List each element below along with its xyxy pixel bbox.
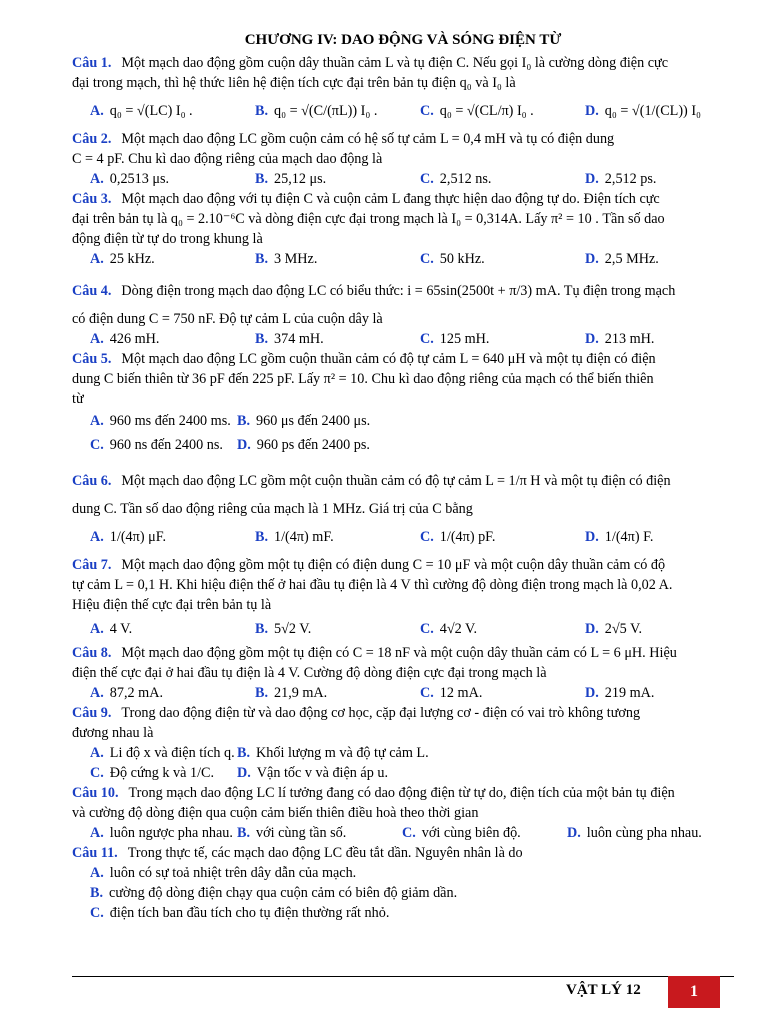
option-text: 2,5 MHz. [604,251,659,267]
footer-divider [72,976,734,977]
option-label: C. [420,251,434,267]
option-label: B. [255,103,269,119]
question-11 [72,843,734,923]
option-label: B. [237,413,251,429]
option-label: A. [90,171,104,187]
question-text: Một mạch dao động gồm một tụ điện có C = 18 nF và một cuộn dây thuần cảm có L = 6 μH. Hiệu [121,645,677,661]
options [72,823,734,843]
question-text: Trong mạch dao động LC lí tưởng đang có dao động điện từ tự do, điện tích của một bản tụ điện [128,785,675,801]
option-text: 25,12 μs. [274,171,327,187]
option-text: 125 mH. [439,331,490,347]
question-text: Một mạch dao động LC gồm cuộn thuần cảm có độ tự cảm L = 640 μH và một tụ điện có điện [121,351,656,367]
option-label: A. [90,745,104,761]
option-text: 12 mA. [439,685,483,701]
options [72,763,734,783]
option-text: 960 ms đến 2400 ms. [109,413,231,429]
option-text: 1/(4π) pF. [439,529,496,545]
option-text: 2,512 ns. [439,171,492,187]
option-text: 960 μs đến 2400 μs. [256,413,371,429]
option-text: 213 mH. [604,331,655,347]
option-label: A. [90,529,104,545]
question-text: Một mạch dao động với tụ điện C và cuộn cảm L đang thực hiện dao động tự do. Điện tích cực [121,191,660,207]
option-text: 219 mA. [604,685,655,701]
question-label: Câu 3. [72,191,112,207]
worksheet [72,30,734,923]
question-text: Một mạch dao động gồm một tụ điện có điện dung C = 10 μF và một cuộn dây thuần cảm có độ [121,557,666,573]
option-text: 426 mH. [109,331,160,347]
option-label: D. [585,621,599,637]
options [72,329,734,349]
option-text: cường độ dòng điện chạy qua cuộn cảm có biên độ giảm dần. [109,885,458,901]
question-5 [72,349,734,457]
question-label: Câu 10. [72,785,119,801]
question-text: đương nhau là [72,725,154,741]
option-label: A. [90,251,104,267]
option-label: B. [90,885,104,901]
option-text: 0,2513 μs. [109,171,170,187]
option-label: B. [255,251,269,267]
question-1 [72,53,734,129]
option-label: A. [90,865,104,881]
options [72,519,734,555]
question-label: Câu 7. [72,557,112,573]
option-text: 2,512 ps. [604,171,657,187]
option-label: B. [237,745,251,761]
question-7 [72,555,734,643]
question-text: Trong thực tế, các mạch dao động LC đều tắt dần. Nguyên nhân là do [127,845,523,861]
option-label: C. [420,529,434,545]
option-text: Vận tốc v và điện áp u. [256,765,388,781]
question-text: đại trên bản tụ là q₀ = 2.10⁻⁶C và dòng điện cực đại trong mạch là I₀ = 0,314A. Lấy π² = 10 . Tần số dao [72,211,665,227]
question-10 [72,783,734,843]
option-label: C. [90,437,104,453]
option-label: D. [585,331,599,347]
question-label: Câu 9. [72,705,112,721]
option-text: Khối lượng m và độ tự cảm L. [256,745,429,761]
question-text: từ [72,391,84,407]
question-text: Hiệu điện thế cực đại trên bản tụ là [72,597,272,613]
option-text: 25 kHz. [109,251,155,267]
option-label: A. [90,685,104,701]
option-text: q₀ = √(1/(CL)) I₀ [604,103,701,119]
option-label: A. [90,621,104,637]
option-label: C. [420,685,434,701]
question-label: Câu 6. [72,473,112,489]
question-label: Câu 11. [72,845,118,861]
question-text: và cường độ dòng điện qua cuộn cảm biến thiên điều hoà theo thời gian [72,805,479,821]
question-text: C = 4 pF. Chu kì dao động riêng của mạch dao động là [72,151,383,167]
question-text: dung C. Tần số dao động riêng của mạch là 1 MHz. Giá trị của C bằng [72,501,473,517]
options [72,409,734,433]
option-text: 4√2 V. [439,621,478,637]
option-text: Li độ x và điện tích q. [109,745,235,761]
question-label: Câu 4. [72,283,112,299]
option-label: A. [90,331,104,347]
page-title: CHƯƠNG IV: DAO ĐỘNG VÀ SÓNG ĐIỆN TỪ [244,32,562,48]
question-8 [72,643,734,703]
option-label: C. [420,103,434,119]
options [72,249,734,269]
option-text: điện tích ban đầu tích cho tụ điện thường rất nhỏ. [109,905,390,921]
option-text: 1/(4π) F. [604,529,654,545]
options [72,169,734,189]
option-label: D. [585,103,599,119]
option-text: 3 MHz. [274,251,318,267]
options [72,93,734,129]
option-text: luôn ngược pha nhau. [109,825,233,841]
option-label: C. [90,765,104,781]
option-text: 5√2 V. [274,621,312,637]
option-text: 21,9 mA. [274,685,328,701]
question-text: điện thế cực đại ở hai đầu tụ điện là 4 V. Cường độ dòng điện cực đại trong mạch là [72,665,547,681]
question-text: động điện từ tự do trong khung là [72,231,263,247]
option-label: D. [585,685,599,701]
question-text: tự cảm L = 0,1 H. Khi hiệu điện thế ở hai đầu tụ điện là 4 V thì cường độ dòng điện trong mạch là 0,02 A. [72,577,673,593]
question-label: Câu 2. [72,131,112,147]
option-label: D. [237,765,251,781]
option-label: C. [402,825,416,841]
question-label: Câu 8. [72,645,112,661]
question-label: Câu 5. [72,351,112,367]
option-text: q₀ = √(C/(πL)) I₀ . [274,103,378,119]
question-text: có điện dung C = 750 nF. Độ tự cảm L của cuộn dây là [72,311,383,327]
option-text: q₀ = √(CL/π) I₀ . [439,103,534,119]
question-text: Một mạch dao động gồm cuộn dây thuần cảm L và tụ điện C. Nếu gọi I₀ là cường dòng điện cực [121,55,669,71]
page-number: 1 [668,976,720,1008]
question-text: Trong dao động điện từ và dao động cơ học, cặp đại lượng cơ - điện có vai trò không tương [121,705,641,721]
option-label: C. [420,171,434,187]
option-text: Độ cứng k và 1/C. [109,765,215,781]
option-text: 960 ns đến 2400 ns. [109,437,223,453]
question-text: đại trong mạch, thì hệ thức liên hệ điện tích cực đại trên bản tụ điện q₀ và I₀ là [72,75,516,91]
option-label: B. [255,171,269,187]
option-text: 2√5 V. [604,621,643,637]
option-label: A. [90,413,104,429]
option-label: D. [585,529,599,545]
question-label: Câu 1. [72,55,112,71]
question-2 [72,129,734,189]
options [72,743,734,763]
question-6 [72,463,734,555]
question-text: Dòng điện trong mạch dao động LC có biểu thức: i = 65sin(2500t + π/3) mA. Tụ điện trong mạch [121,283,676,299]
option-label: A. [90,825,104,841]
option-text: với cùng tần số. [256,825,347,841]
options [72,615,734,643]
option-label: D. [567,825,581,841]
options [72,433,734,457]
option-label: B. [255,331,269,347]
option-text: 87,2 mA. [109,685,163,701]
option-text: 1/(4π) μF. [109,529,166,545]
option-text: luôn có sự toả nhiệt trên dây dẫn của mạch. [109,865,357,881]
option-text: 4 V. [109,621,133,637]
question-text: Một mạch dao động LC gồm cuộn cảm có hệ số tự cảm L = 0,4 mH và tụ có điện dung [121,131,615,147]
footer-subject: VẬT LÝ 12 [566,982,641,998]
option-label: D. [585,251,599,267]
option-label: C. [420,331,434,347]
option-label: B. [255,529,269,545]
question-4 [72,273,734,349]
question-text: dung C biến thiên từ 36 pF đến 225 pF. Lấy π² = 10. Chu kì dao động riêng của mạch có thể biến thiên [72,371,654,387]
option-text: 50 kHz. [439,251,485,267]
option-label: B. [255,685,269,701]
option-label: A. [90,103,104,119]
option-label: D. [237,437,251,453]
option-label: B. [237,825,251,841]
option-text: luôn cùng pha nhau. [586,825,702,841]
option-text: q₀ = √(LC) I₀ . [109,103,193,119]
question-text: Một mạch dao động LC gồm một cuộn thuần cảm có độ tự cảm L = 1/π H và một tụ điện có điện [121,473,671,489]
option-text: 374 mH. [274,331,324,347]
question-9 [72,703,734,783]
option-label: D. [585,171,599,187]
option-label: B. [255,621,269,637]
option-label: C. [90,905,104,921]
option-text: với cùng biên độ. [421,825,521,841]
option-label: C. [420,621,434,637]
option-text: 960 ps đến 2400 ps. [256,437,370,453]
options [72,683,734,703]
option-text: 1/(4π) mF. [274,529,334,545]
question-3 [72,189,734,269]
